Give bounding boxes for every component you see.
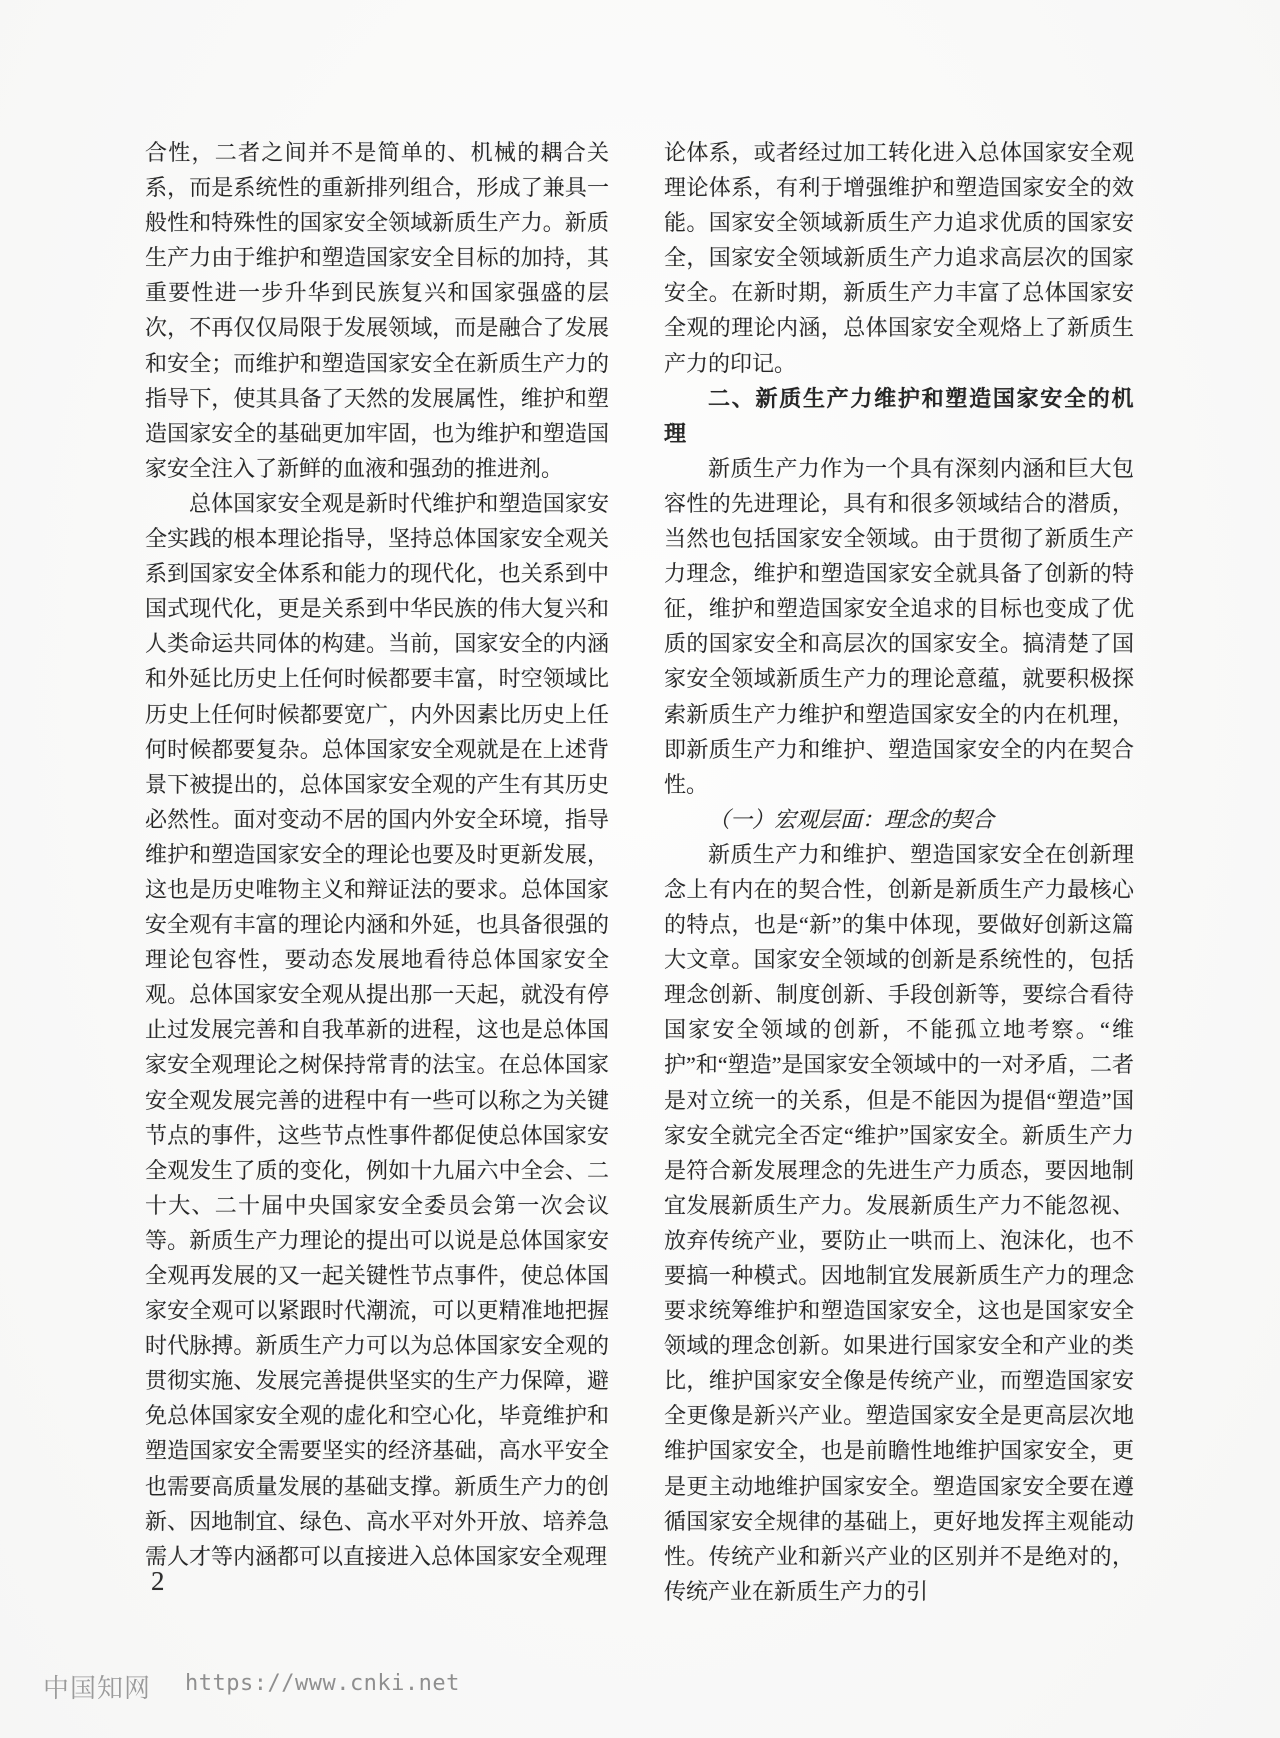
body-paragraph: 合性，二者之间并不是简单的、机械的耦合关系，而是系统性的重新排列组合，形成了兼具一般性和特殊性的国家安全领域新质生产力。新质生产力由于维护和塑造国家安全目标的加持，其重要性进一步升华到民族复兴和国家强盛的层次，不再仅仅局限于发展领域，而是融合了发展和安全；而维护和塑造国家安全在新质生产力的指导下，使其具备了天然的发展属性，维护和塑造国家安全的基础更加牢固，也为维护和塑造国家安全注入了新鲜的血液和强劲的推进剂。 <box>145 140 609 481</box>
page-number: 2 <box>151 1566 165 1596</box>
section-heading: 二、新质生产力维护和塑造国家安全的机理 <box>664 385 1134 446</box>
body-paragraph: 新质生产力和维护、塑造国家安全在创新理念上有内在的契合性，创新是新质生产力最核心的特点，也是“新”的集中体现，要做好创新这篇大文章。国家安全领域的创新是系统性的，包括理念创新、制度创新、手段创新等，要综合看待国家安全领域的创新，不能孤立地考察。“维护”和“塑造”是国家安全领域中的一对矛盾，二者是对立统一的关系，但是不能因为提倡“塑造”国家安全就完全否定“维护”国家安全。新质生产力是符合新发展理念的先进生产力质态，要因地制宜发展新质生产力。发展新质生产力不能忽视、放弃传统产业，要防止一哄而上、泡沫化，也不要搞一种模式。因地制宜发展新质生产力的理念要求统筹维护和塑造国家安全，这也是国家安全领域的理念创新。如果进行国家安全和产业的类比，维护国家安全像是传统产业，而塑造国家安全更像是新兴产业。塑造国家安全是更高层次地维护国家安全，也是前瞻性地维护国家安全，更是更主动地维护国家安全。塑造国家安全要在遵循国家安全规律的基础上，更好地发挥主观能动性。传统产业和新兴产业的区别并不是绝对的，传统产业在新质生产力的引 <box>664 841 1134 1604</box>
text-column-left <box>145 135 609 1574</box>
body-paragraph: 论体系，或者经过加工转化进入总体国家安全观理论体系，有利于增强维护和塑造国家安全的效能。国家安全领域新质生产力追求优质的国家安全，国家安全领域新质生产力追求高层次的国家安全。在新时期，新质生产力丰富了总体国家安全观的理论内涵，总体国家安全观烙上了新质生产力的印记。 <box>664 140 1134 376</box>
text-column-right <box>664 135 1134 1609</box>
cnki-footer-url: https://www.cnki.net <box>185 1671 460 1696</box>
cnki-brand-label: 中国知网 <box>43 1674 152 1703</box>
subsection-heading: （一）宏观层面：理念的契合 <box>708 806 995 832</box>
body-paragraph: 新质生产力作为一个具有深刻内涵和巨大包容性的先进理论，具有和很多领域结合的潜质，当然也包括国家安全领域。由于贯彻了新质生产力理念，维护和塑造国家安全就具备了创新的特征，维护和塑造国家安全追求的目标也变成了优质的国家安全和高层次的国家安全。搞清楚了国家安全领域新质生产力的理论意蕴，就要积极探索新质生产力维护和塑造国家安全的内在机理，即新质生产力和维护、塑造国家安全的内在契合性。 <box>664 455 1134 797</box>
body-paragraph: 总体国家安全观是新时代维护和塑造国家安全实践的根本理论指导，坚持总体国家安全观关系到国家安全体系和能力的现代化，也关系到中国式现代化，更是关系到中华民族的伟大复兴和人类命运共同体的构建。当前，国家安全的内涵和外延比历史上任何时候都要丰富，时空领域比历史上任何时候都要宽广，内外因素比历史上任何时候都要复杂。总体国家安全观就是在上述背景下被提出的，总体国家安全观的产生有其历史必然性。面对变动不居的国内外安全环境，指导维护和塑造国家安全的理论也要及时更新发展，这也是历史唯物主义和辩证法的要求。总体国家安全观有丰富的理论内涵和外延，也具备很强的理论包容性，要动态发展地看待总体国家安全观。总体国家安全观从提出那一天起，就没有停止过发展完善和自我革新的进程，这也是总体国家安全观理论之树保持常青的法宝。在总体国家安全观发展完善的进程中有一些可以称之为关键节点的事件，这些节点性事件都促使总体国家安全观发生了质的变化，例如十九届六中全会、二十大、二十届中央国家安全委员会第一次会议等。新质生产力理论的提出可以说是总体国家安全观再发展的又一起关键性节点事件，使总体国家安全观可以紧跟时代潮流，可以更精准地把握时代脉搏。新质生产力可以为总体国家安全观的贯彻实施、发展完善提供坚实的生产力保障，避免总体国家安全观的虚化和空心化，毕竟维护和塑造国家安全需要坚实的经济基础，高水平安全也需要高质量发展的基础支撑。新质生产力的创新、因地制宜、绿色、高水平对外开放、培养急需人才等内涵都可以直接进入总体国家安全观理 <box>145 490 609 1569</box>
cnki-footer <box>0 1668 1280 1708</box>
